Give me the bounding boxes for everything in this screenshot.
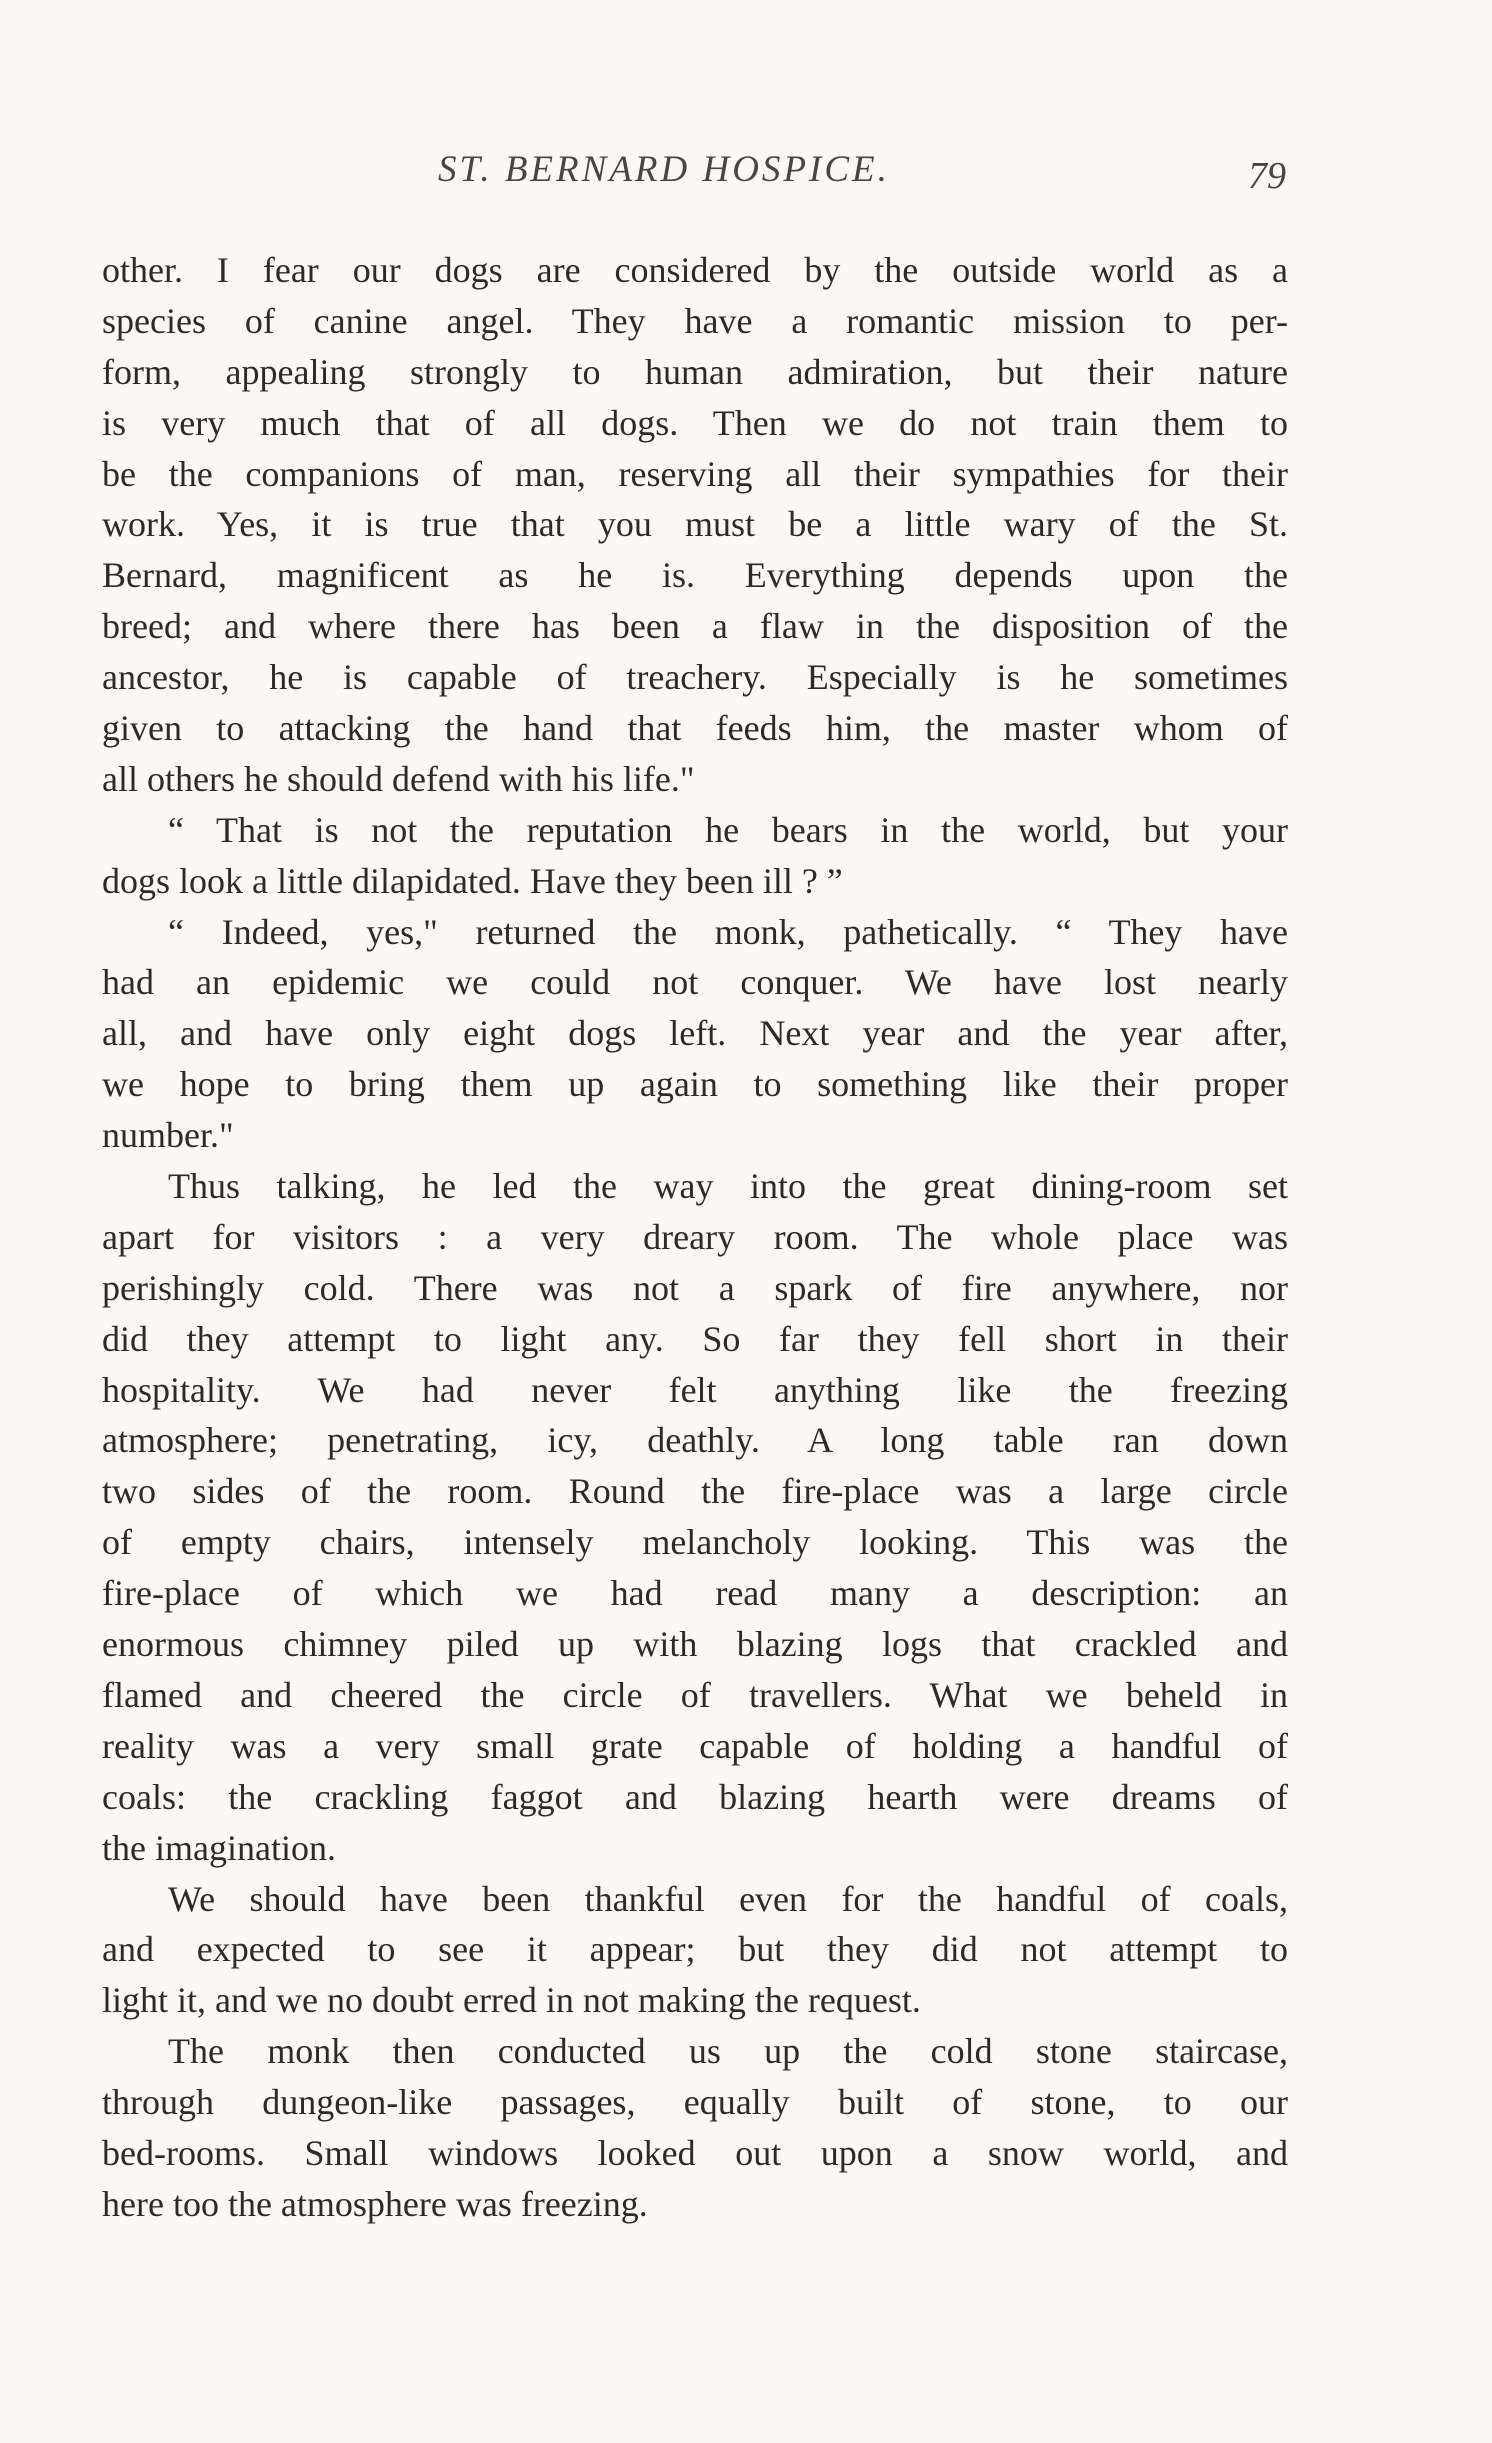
text-line: reality was a very small grate capable of holding a handful of xyxy=(102,1725,1288,1766)
text-line: all others he should defend with his life." xyxy=(102,758,695,799)
text-line: hospitality. We had never felt anything like the freezing xyxy=(102,1369,1288,1410)
text-line: had an epidemic we could not conquer. We have lost nearly xyxy=(102,962,1288,1003)
text-line: and expected to see it appear; but they did not attempt to xyxy=(102,1929,1288,1970)
text-line: two sides of the room. Round the fire-place was a large circle xyxy=(102,1471,1288,1512)
text-line: through dungeon-like passages, equally built of stone, to our xyxy=(102,2082,1288,2123)
text-line: Bernard, magnificent as he is. Everything depends upon the xyxy=(102,555,1288,596)
text-line: work. Yes, it is true that you must be a little wary of the St. xyxy=(102,504,1288,545)
text-line: flamed and cheered the circle of travellers. What we beheld in xyxy=(102,1674,1288,1715)
text-line: did they attempt to light any. So far they fell short in their xyxy=(102,1318,1288,1359)
text-line: here too the atmosphere was freezing. xyxy=(102,2183,648,2224)
text-line: dogs look a little dilapidated. Have they been ill ? ” xyxy=(102,860,843,901)
text-line: apart for visitors : a very dreary room. The whole place was xyxy=(102,1216,1288,1257)
text-line: “ That is not the reputation he bears in the world, but your xyxy=(168,809,1288,850)
text-line: other. I fear our dogs are considered by the outside world as a xyxy=(102,250,1288,290)
text-line: light it, and we no doubt erred in not making the request. xyxy=(102,1980,921,2021)
running-title: ST. BERNARD HOSPICE. xyxy=(438,149,890,190)
text-line: number." xyxy=(102,1115,234,1156)
text-line: We should have been thankful even for the handful of coals, xyxy=(168,1878,1288,1919)
text-line: the imagination. xyxy=(102,1827,336,1868)
text-line: “ Indeed, yes," returned the monk, pathetically. “ They have xyxy=(168,911,1288,952)
text-line: of empty chairs, intensely melancholy looking. This was the xyxy=(102,1522,1288,1563)
text-line: coals: the crackling faggot and blazing hearth were dreams of xyxy=(102,1776,1288,1817)
text-line: atmosphere; penetrating, icy, deathly. A long table ran down xyxy=(102,1420,1288,1461)
text-line: form, appealing strongly to human admiration, but their nature xyxy=(102,351,1288,392)
text-line: all, and have only eight dogs left. Next year and the year after, xyxy=(102,1013,1288,1054)
text-line: bed-rooms. Small windows looked out upon a snow world, and xyxy=(102,2132,1288,2173)
running-head xyxy=(0,148,1492,208)
text-line: breed; and where there has been a flaw in the disposition of the xyxy=(102,606,1288,647)
page-number: 79 xyxy=(1248,155,1286,197)
text-line: species of canine angel. They have a romantic mission to per- xyxy=(102,300,1288,341)
text-line: perishingly cold. There was not a spark of fire anywhere, nor xyxy=(102,1267,1288,1308)
text-line: fire-place of which we had read many a description: an xyxy=(102,1573,1288,1614)
text-line: The monk then conducted us up the cold stone staircase, xyxy=(168,2031,1288,2072)
text-line: Thus talking, he led the way into the great dining-room set xyxy=(168,1166,1288,1207)
body-text xyxy=(102,245,1288,2230)
text-line: given to attacking the hand that feeds him, the master whom of xyxy=(102,708,1288,749)
text-line: we hope to bring them up again to something like their proper xyxy=(102,1064,1288,1105)
text-line: enormous chimney piled up with blazing logs that crackled and xyxy=(102,1624,1288,1665)
text-line: is very much that of all dogs. Then we do not train them to xyxy=(102,402,1288,443)
text-line: be the companions of man, reserving all their sympathies for their xyxy=(102,453,1288,494)
text-line: ancestor, he is capable of treachery. Especially is he sometimes xyxy=(102,657,1288,698)
